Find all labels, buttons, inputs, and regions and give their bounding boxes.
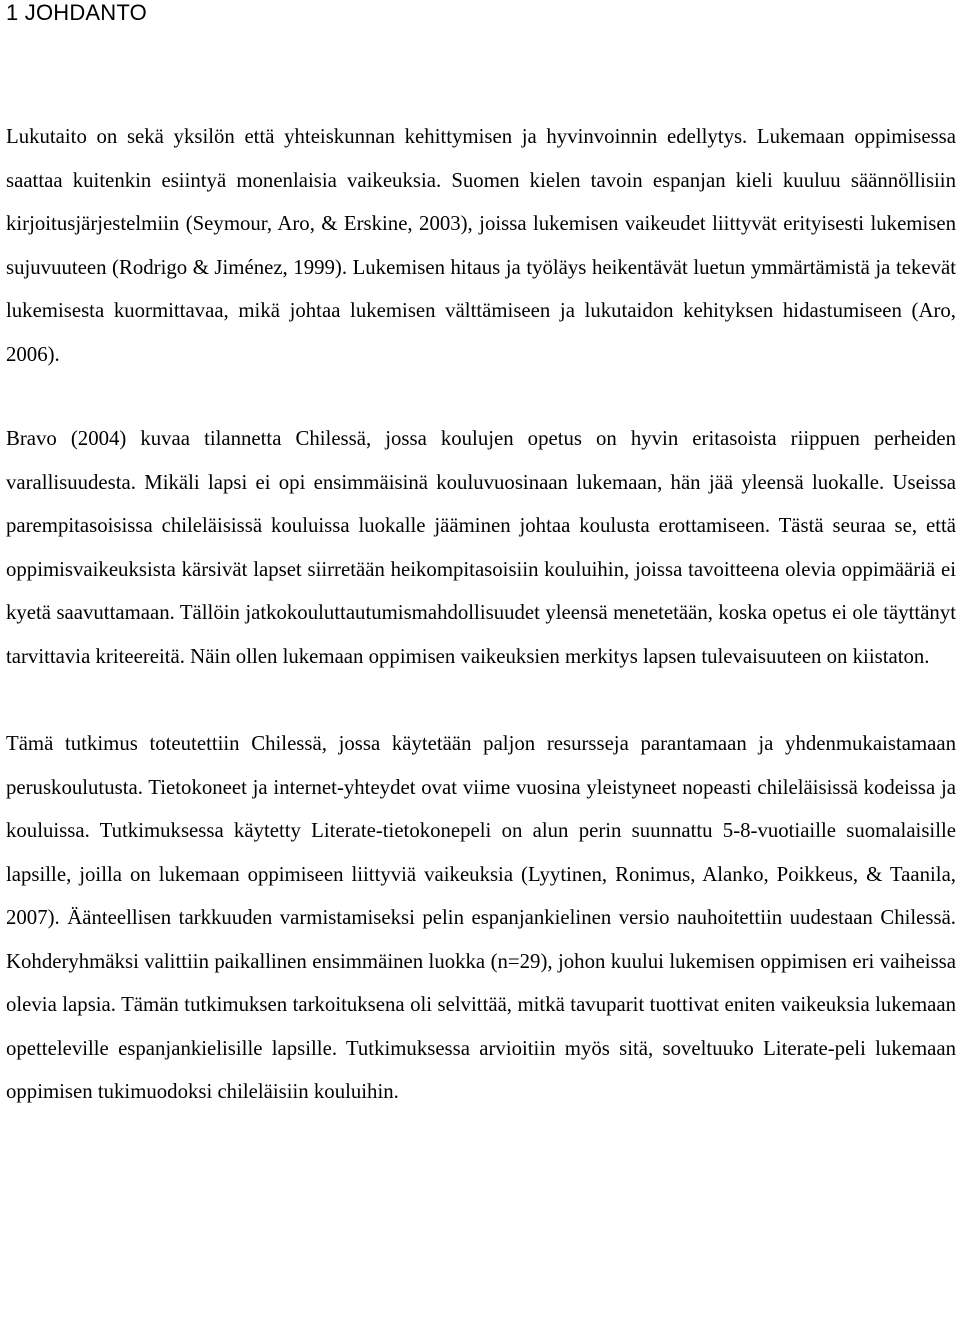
paragraph-3: Tämä tutkimus toteutettiin Chilessä, jossa käytetään paljon resursseja parantamaan ja yhdenmukaistamaan peruskoulutusta. Tietokoneet ja internet-yhteydet ovat viime vuosina yleistyneet nopeasti chileläisissä kodeissa ja kouluissa. Tutkimuksessa käytetty Literate-tietokonepeli on alun perin suunnattu 5-8-vuotiaille suomalaisille lapsille, joilla on lukemaan oppimiseen liittyviä vaikeuksia (Lyytinen, Ronimus, Alanko, Poikkeus, & Taanila, 2007). Äänteellisen tarkkuuden varmistamiseksi pelin espanjankielinen versio nauhoitettiin uudestaan Chilessä. Kohderyhmäksi valittiin paikallinen ensimmäinen luokka (n=29), johon kuului lukemisen oppimisen eri vaiheissa olevia lapsia. Tämän tutkimuksen tarkoituksena oli selvittää, mitkä tavuparit tuottivat eniten vaikeuksia lukemaan opetteleville espanjankielisille lapsille. Tutkimuksessa arvioitiin myös sitä, soveltuuko Literate-peli lukemaan oppimisen tukimuodoksi chileläisiin kouluihin. xyxy=(6,732,956,1103)
section-heading: 1 JOHDANTO xyxy=(6,0,147,25)
paragraph-2: Bravo (2004) kuvaa tilannetta Chilessä, jossa koulujen opetus on hyvin eritasoista riippuen perheiden varallisuudesta. Mikäli lapsi ei opi ensimmäisinä kouluvuosinaan lukemaan, hän jää yleensä luokalle. Useissa parempitasoisissa chileläisissä kouluissa luokalle jääminen johtaa koulusta erottamiseen. Tästä seuraa se, että oppimisvaikeuksista kärsivät lapset siirretään heikompitasoisiin kouluihin, joissa tavoitteena olevia oppimääriä ei kyetä saavuttamaan. Tällöin jatkokouluttautumismahdollisuudet yleensä menetetään, koska opetus ei ole täyttänyt tarvittavia kriteereitä. Näin ollen lukemaan oppimisen vaikeuksien merkitys lapsen tulevaisuuteen on kiistaton. xyxy=(6,427,956,668)
document-page xyxy=(6,0,956,1114)
paragraph-1: Lukutaito on sekä yksilön että yhteiskunnan kehittymisen ja hyvinvoinnin edellytys. Lukemaan oppimisessa saattaa kuitenkin esiintyä monenlaisia vaikeuksia. Suomen kielen tavoin espanjan kieli kuuluu säännöllisiin kirjoitusjärjestelmiin (Seymour, Aro, & Erskine, 2003), joissa lukemisen vaikeudet liittyvät erityisesti lukemisen sujuvuuteen (Rodrigo & Jiménez, 1999). Lukemisen hitaus ja työläys heikentävät luetun ymmärtämistä ja tekevät lukemisesta kuormittavaa, mikä johtaa lukemisen välttämiseen ja lukutaidon kehityksen hidastumiseen (Aro, 2006). xyxy=(6,125,956,366)
